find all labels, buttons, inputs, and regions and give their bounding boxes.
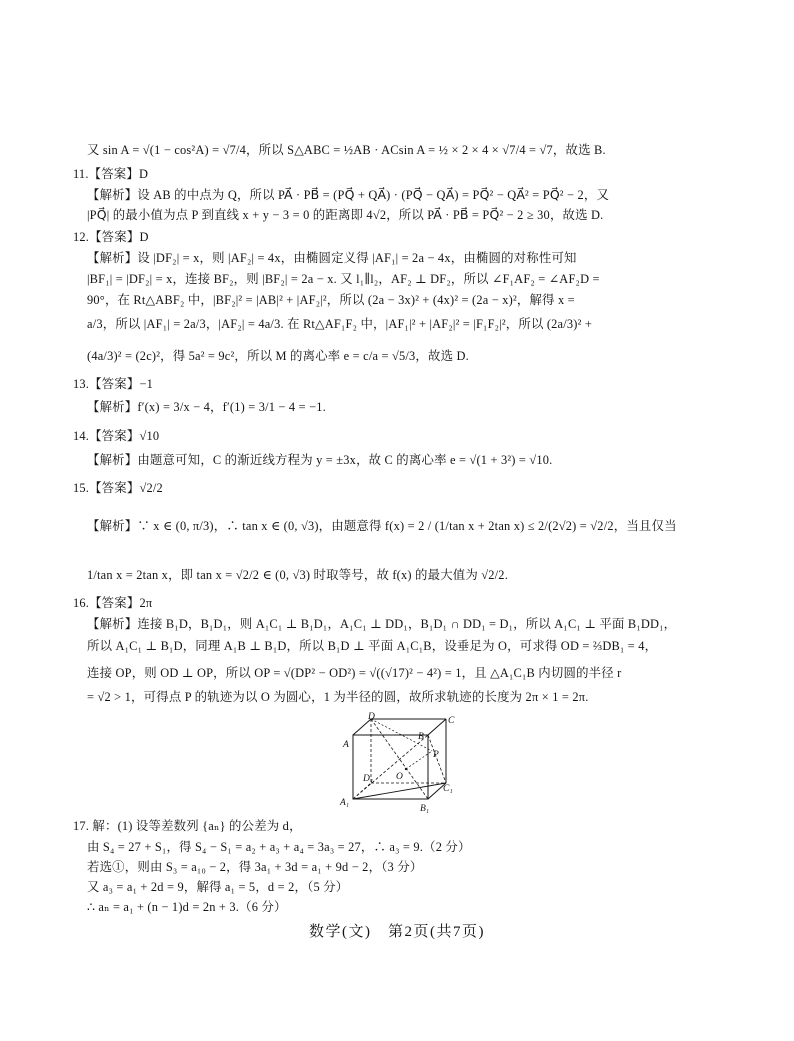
text-line: |PQ⃗| 的最小值为点 P 到直线 x + y − 3 = 0 的距离即 4√2，所以 PA⃗ · PB⃗ = PQ⃗² − 2 ≥ 30，故选 D. [87, 208, 604, 222]
text-line: 90°，在 Rt△ABF₂ 中，|BF₂|² = |AB|² + |AF₂|²，所以 (2a − 3x)² + (4x)² = (2a − x)²，解得 x = [87, 293, 575, 307]
text-line: a/3，所以 |AF₁| = 2a/3，|AF₂| = 4a/3. 在 Rt△AF₁F₂ 中，|AF₁|² + |AF₂|² = |F₁F₂|²，所以 (2a/3)² + [87, 317, 593, 331]
text-line: 【解析】由题意可知，C 的渐近线方程为 y = ±3x，故 C 的离心率 e = √(1 + 3²) = √10. [87, 453, 553, 467]
answer-heading: 12.【答案】D [73, 230, 149, 244]
figure-label: D₁ [363, 774, 374, 784]
figure-label: B [418, 732, 424, 742]
answer-heading: 16.【答案】2π [73, 596, 153, 610]
figure-label: P [433, 750, 439, 760]
text-line: 【解析】连接 B₁D，B₁D₁，则 A₁C₁ ⊥ B₁D₁，A₁C₁ ⊥ DD₁，B₁D₁ ∩ DD₁ = D₁，所以 A₁C₁ ⊥ 平面 B₁DD₁， [87, 617, 677, 631]
text-line: 17. 解：(1) 设等差数列 {aₙ} 的公差为 d， [73, 819, 302, 833]
text-line: 由 S₄ = 27 + S₁，得 S₄ − S₁ = a₂ + a₃ + a₄ = 3a₃ = 27，∴ a₃ = 9.（2 分） [87, 840, 471, 854]
figure-label: O [396, 772, 403, 782]
text-line: 【解析】∵ x ∈ (0, π/3)，∴ tan x ∈ (0, √3)，由题意得 f(x) = 2 / (1/tan x + 2tan x) ≤ 2/(2√2) = √2/2，当且仅当 [87, 519, 677, 533]
text-line: 【解析】设 |DF₂| = x，则 |AF₂| = 4x，由椭圆定义得 |AF₁| = 2a − 4x，由椭圆的对称性可知 [87, 251, 577, 265]
text-line: 若选①，则由 S₃ = a₁₀ − 2，得 3a₁ + 3d = a₁ + 9d − 2，（3 分） [87, 860, 423, 874]
text-line: 【解析】设 AB 的中点为 Q，所以 PA⃗ · PB⃗ = (PQ⃗ + QA⃗) · (PQ⃗ − QA⃗) = PQ⃗² − QA⃗² = PQ⃗² − 2，又 [87, 188, 610, 202]
figure-label: C₁ [443, 784, 453, 794]
figure-label: C [448, 716, 455, 726]
text-line: |BF₁| = |DF₂| = x，连接 BF₂，则 |BF₂| = 2a − x. 又 l₁∥l₂，AF₂ ⊥ DF₂，所以 ∠F₁AF₂ = ∠AF₂D = [87, 272, 600, 286]
cube-figure [336, 711, 466, 815]
figure-label: D [368, 712, 375, 722]
answer-heading: 11.【答案】D [73, 167, 149, 181]
text-line: 连接 OP，则 OD ⊥ OP，所以 OP = √(DP² − OD²) = √((√17)² − 4²) = 1，且 △A₁C₁B 内切圆的半径 r [87, 666, 622, 680]
answer-heading: 15.【答案】√2/2 [73, 481, 163, 495]
page-footer: 数学(文) 第2页(共7页) [309, 924, 485, 940]
answer-heading: 14.【答案】√10 [73, 429, 160, 443]
text-line: 【解析】f′(x) = 3/x − 4，f′(1) = 3/1 − 4 = −1. [87, 400, 326, 414]
figure-label: A [343, 740, 349, 750]
text-line: = √2 > 1，可得点 P 的轨迹为以 O 为圆心，1 为半径的圆，故所求轨迹的长度为 2π × 1 = 2π. [87, 690, 589, 704]
text-line: 又 sin A = √(1 − cos²A) = √7/4，所以 S△ABC = ½AB · ACsin A = ½ × 2 × 4 × √7/4 = √7，故选 B. [87, 143, 606, 157]
text-line: (4a/3)² = (2c)²，得 5a² = 9c²，所以 M 的离心率 e = c/a = √5/3，故选 D. [87, 349, 469, 363]
text-line: 所以 A₁C₁ ⊥ B₁D，同理 A₁B ⊥ B₁D，所以 B₁D ⊥ 平面 A₁C₁B，设垂足为 O，可求得 OD = ⅔DB₁ = 4， [87, 639, 658, 653]
figure-label: B₁ [420, 804, 430, 814]
text-line: 1/tan x = 2tan x，即 tan x = √2/2 ∈ (0, √3) 时取等号，故 f(x) 的最大值为 √2/2. [87, 568, 509, 582]
text-line: ∴ aₙ = a₁ + (n − 1)d = 2n + 3.（6 分） [87, 900, 287, 914]
answer-heading: 13.【答案】−1 [73, 377, 154, 391]
figure-label: A₁ [340, 798, 350, 808]
text-line: 又 a₃ = a₁ + 2d = 9，解得 a₁ = 5，d = 2，（5 分） [87, 880, 349, 894]
